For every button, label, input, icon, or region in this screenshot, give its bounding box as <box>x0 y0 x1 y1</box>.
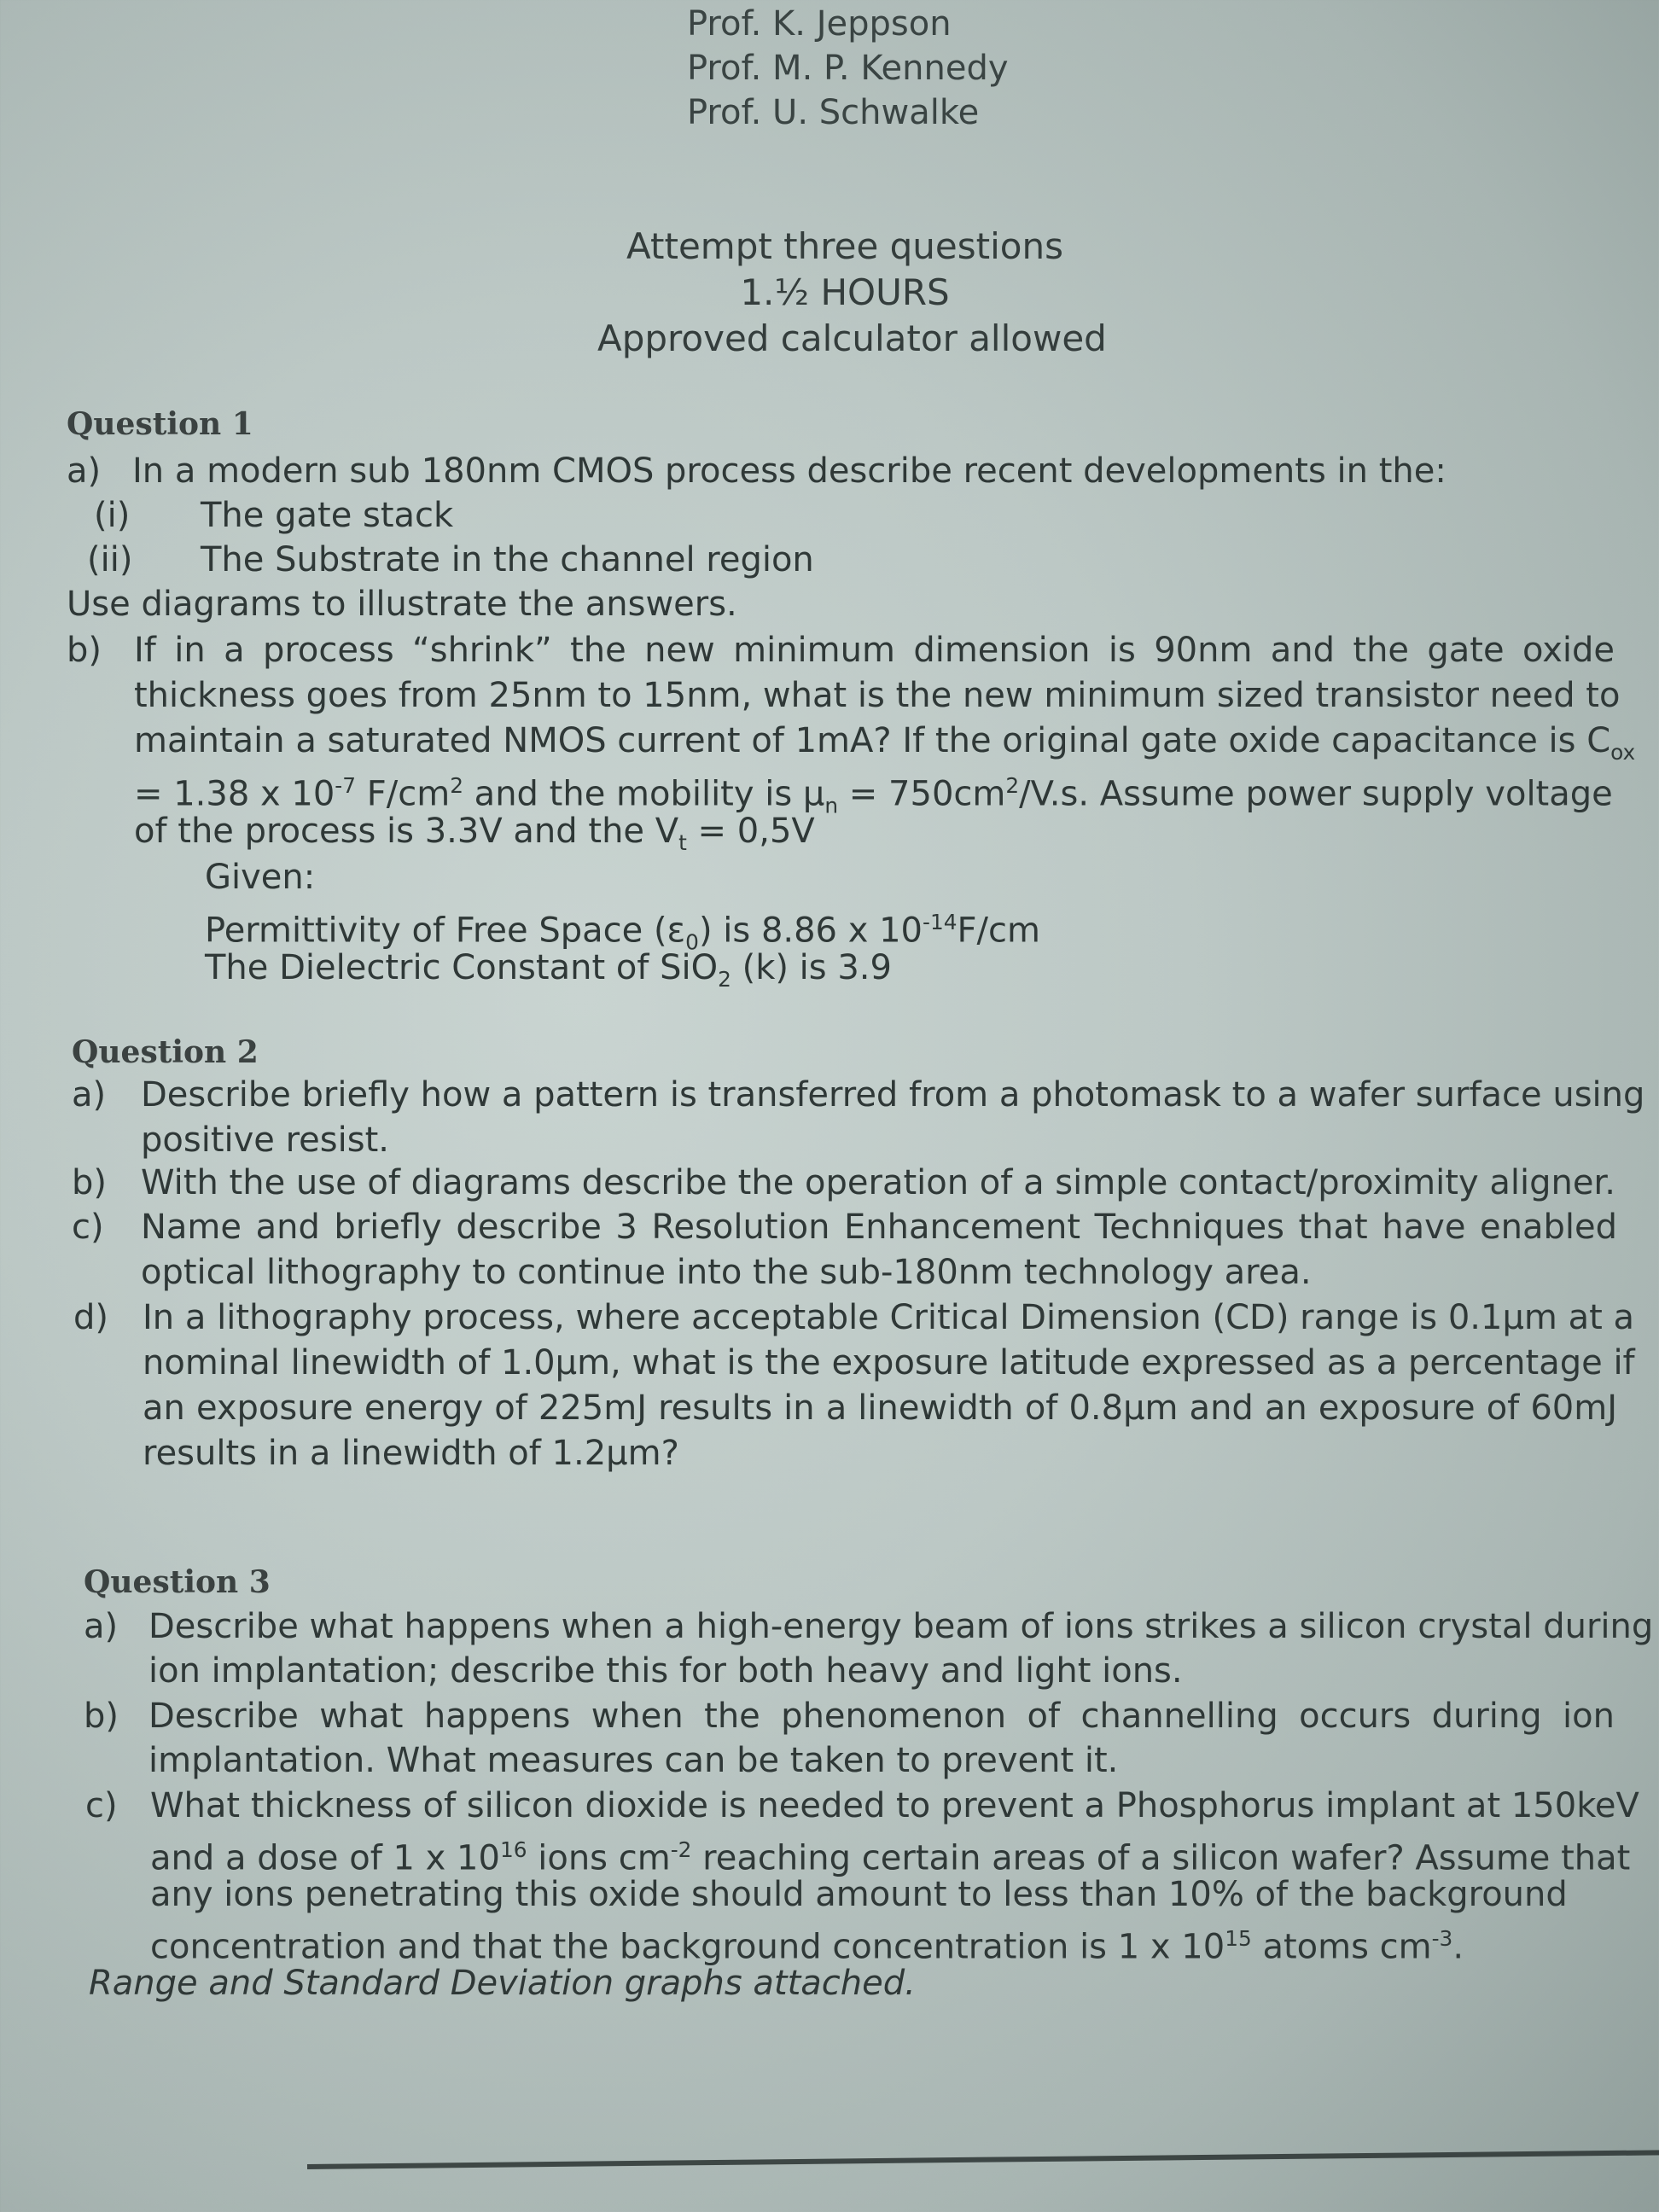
exponent: -14 <box>923 910 958 934</box>
q3-part-c-text: concentration and that the background concentration is 1 x 10 <box>150 1927 1225 1967</box>
q1-sub-i-label: (i) <box>94 496 131 535</box>
subscript: t <box>678 830 687 855</box>
q1-part-b-text: maintain a saturated NMOS current of 1mA? If the original gate oxide capacitance is C <box>134 721 1611 760</box>
instruction-duration: 1.½ HOURS <box>740 271 950 313</box>
q3-part-a-line: ion implantation; describe this for both heavy and light ions. <box>148 1651 1183 1691</box>
q1-part-b-text: and the mobility is μ <box>463 774 825 814</box>
q2-part-b-line: With the use of diagrams describe the operation of a simple contact/proximity aligner. <box>141 1163 1615 1202</box>
q3-part-c-line: What thickness of silicon dioxide is needed to prevent a Phosphorus implant at 150keV <box>150 1786 1639 1825</box>
professor-name: Prof. K. Jeppson <box>687 4 952 44</box>
q2-part-d-line: nominal linewidth of 1.0μm, what is the exposure latitude expressed as a percentage if <box>143 1343 1635 1382</box>
q2-part-b-label: b) <box>72 1163 107 1202</box>
q2-part-c-label: c) <box>72 1208 104 1247</box>
exponent: -7 <box>335 773 357 798</box>
q1-part-b-text: = 0,5V <box>686 812 815 851</box>
q3-part-b-label: b) <box>84 1697 119 1736</box>
q1-diagrams-note: Use diagrams to illustrate the answers. <box>67 585 737 624</box>
q1-part-a-text: In a modern sub 180nm CMOS process describe recent developments in the: <box>132 451 1447 491</box>
q1-given-text: (k) is 3.9 <box>731 948 892 987</box>
q1-given-dielectric <box>205 946 892 1002</box>
q3-part-c-line: any ions penetrating this oxide should amount to less than 10% of the background <box>150 1875 1568 1914</box>
q1-part-b-text: = 750cm <box>838 774 1006 814</box>
page-bottom-rule <box>307 2150 1659 2169</box>
q1-part-b-label: b) <box>67 631 102 670</box>
subscript: 0 <box>685 929 699 955</box>
q3-part-b-line: Describe what happens when the phenomenon of channelling occurs during ion <box>148 1697 1615 1736</box>
q2-part-c-line: Name and briefly describe 3 Resolution Enhancement Techniques that have enabled <box>141 1208 1617 1247</box>
q1-part-b-text: F/cm <box>356 774 451 814</box>
question-2-heading: Question 2 <box>72 1034 259 1070</box>
q1-sub-ii-label: (ii) <box>87 540 133 579</box>
q2-part-c-line: optical lithography to continue into the sub-180nm technology area. <box>141 1253 1312 1292</box>
q3-part-a-label: a) <box>84 1607 119 1646</box>
q1-part-b-text: = 1.38 x 10 <box>134 774 335 814</box>
q1-given-label: Given: <box>205 858 316 897</box>
q1-part-b-line: If in a process “shrink” the new minimum dimension is 90nm and the gate oxide <box>134 631 1615 670</box>
exponent: 16 <box>499 1837 527 1862</box>
subscript: 2 <box>718 967 731 992</box>
q2-part-d-line: results in a linewidth of 1.2μm? <box>143 1434 679 1473</box>
q2-part-a-label: a) <box>72 1075 107 1115</box>
q3-graphs-note: Range and Standard Deviation graphs attached. <box>89 1964 916 2003</box>
q1-part-b-text: /V.s. Assume power supply voltage <box>1019 774 1613 814</box>
q1-given-text: F/cm <box>957 911 1040 951</box>
q1-given-text: Permittivity of Free Space (ε <box>205 911 686 951</box>
q1-part-b-text: of the process is 3.3V and the V <box>134 812 679 851</box>
q3-part-b-line: implantation. What measures can be taken to prevent it. <box>148 1741 1119 1780</box>
exponent: -2 <box>670 1837 692 1862</box>
professor-list <box>687 2 1009 135</box>
q2-part-a-line: Describe briefly how a pattern is transferred from a photomask to a wafer surface using <box>141 1075 1645 1115</box>
professor-name: Prof. M. P. Kennedy <box>687 49 1009 88</box>
exponent: -3 <box>1431 1926 1453 1951</box>
q3-part-c-label: c) <box>85 1786 118 1825</box>
q1-sub-i-text: The gate stack <box>201 496 454 535</box>
q1-cox-subscript: ox <box>1610 740 1636 765</box>
instruction-calculator: Approved calculator allowed <box>597 317 1107 359</box>
q2-part-d-label: d) <box>73 1298 108 1337</box>
q3-part-c-text: ions cm <box>527 1838 671 1878</box>
exponent: 2 <box>450 773 463 798</box>
q2-part-d-line: In a lithography process, where acceptable Critical Dimension (CD) range is 0.1μm at a <box>143 1298 1634 1337</box>
instruction-questions: Attempt three questions <box>626 225 1063 267</box>
question-3-heading: Question 3 <box>84 1564 271 1600</box>
q2-part-d-line: an exposure energy of 225mJ results in a linewidth of 0.8μm and an exposure of 60mJ <box>143 1388 1617 1428</box>
q3-part-c-text: reaching certain areas of a silicon wafer? Assume that <box>691 1838 1631 1878</box>
q1-given-text: The Dielectric Constant of SiO <box>205 948 719 987</box>
q1-part-a-label: a) <box>67 451 102 491</box>
q1-part-b-line: thickness goes from 25nm to 15nm, what is the new minimum sized transistor need to <box>134 676 1621 715</box>
q1-given-text: ) is 8.86 x 10 <box>698 911 923 951</box>
professor-name: Prof. U. Schwalke <box>687 93 980 132</box>
q3-part-c-text: and a dose of 1 x 10 <box>150 1838 500 1878</box>
exam-instructions <box>597 224 1107 362</box>
q3-part-c-text: atoms cm <box>1251 1927 1432 1967</box>
question-1-heading: Question 1 <box>67 406 253 442</box>
q3-part-c-text: . <box>1452 1927 1464 1967</box>
q1-sub-ii-text: The Substrate in the channel region <box>201 540 814 579</box>
q3-part-a-line: Describe what happens when a high-energy beam of ions strikes a silicon crystal during <box>148 1607 1654 1646</box>
exponent: 15 <box>1225 1926 1252 1951</box>
subscript: n <box>824 793 839 818</box>
exponent: 2 <box>1005 773 1020 798</box>
q2-part-a-line: positive resist. <box>141 1121 389 1160</box>
